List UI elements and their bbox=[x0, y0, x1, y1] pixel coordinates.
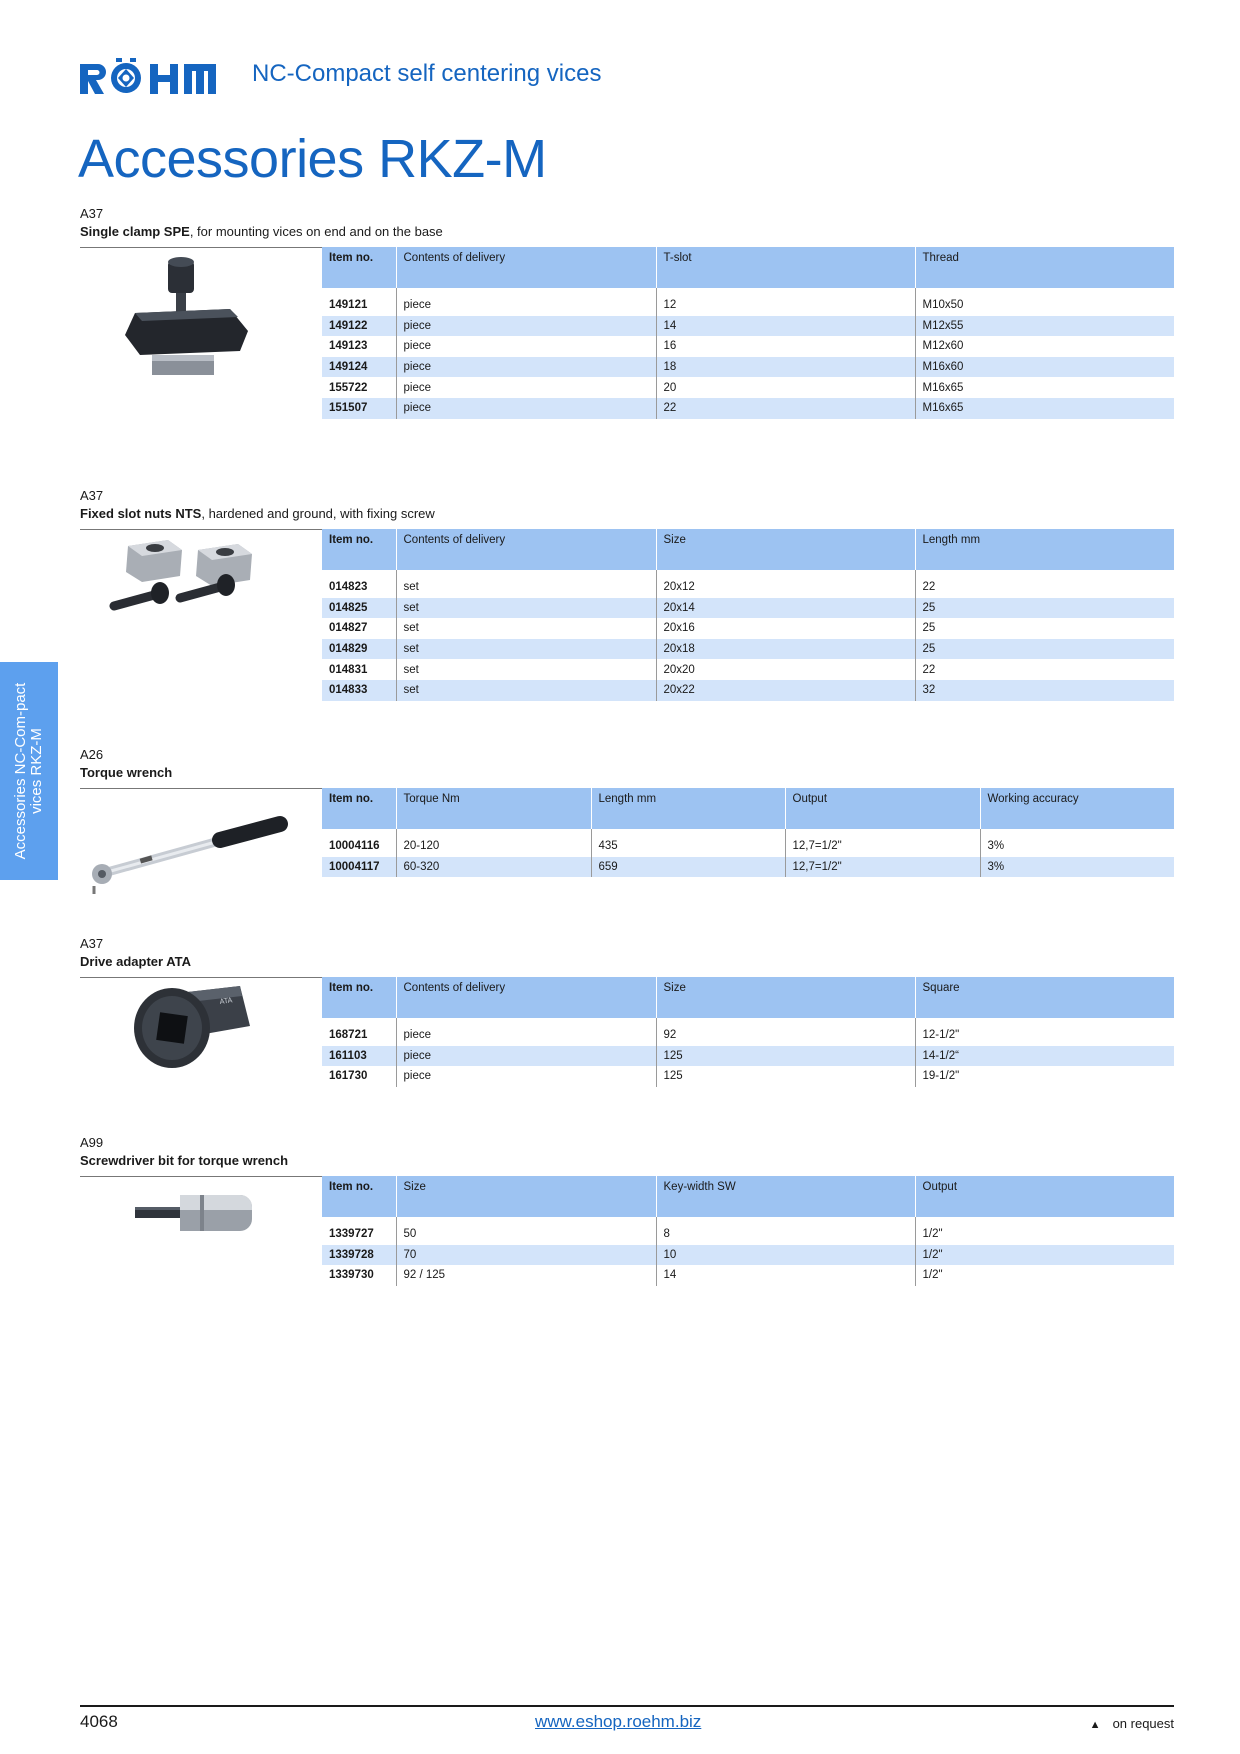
col-item-no: Item no. bbox=[322, 1176, 396, 1217]
single-clamp-image bbox=[80, 251, 290, 401]
col-output: Output bbox=[915, 1176, 1174, 1217]
section-title: Drive adapter ATA bbox=[80, 954, 192, 969]
table-row: 149121 piece 12 M10x50 bbox=[322, 295, 1174, 316]
section-torque-wrench bbox=[80, 747, 1174, 873]
col-size: Size bbox=[656, 977, 915, 1018]
table-row: 1339727 50 8 1/2" bbox=[322, 1224, 1174, 1245]
side-tab-label: Accessories NC-Com-pact vices RKZ-M bbox=[12, 682, 45, 860]
col-thread: Thread bbox=[915, 247, 1174, 288]
section-title: Screwdriver bit for torque wrench bbox=[80, 1153, 289, 1168]
section-code: A37 bbox=[80, 488, 104, 503]
slot-nuts-image bbox=[80, 528, 290, 638]
section-drive-adapter bbox=[80, 936, 1174, 1083]
col-square: Square bbox=[915, 977, 1174, 1018]
col-item-no: Item no. bbox=[322, 788, 396, 829]
screwdriver-bit-image bbox=[80, 1181, 290, 1241]
section-title: Torque wrench bbox=[80, 765, 173, 780]
section-single-clamp bbox=[80, 206, 1174, 415]
table-row: 151507 piece 22 M16x65 bbox=[322, 398, 1174, 419]
brand-subtitle: NC-Compact self centering vices bbox=[252, 60, 602, 87]
roehm-logo bbox=[80, 58, 218, 94]
table-row: 149124 piece 18 M16x60 bbox=[322, 357, 1174, 378]
table-row: 10004116 20-120 435 12,7=1/2" 3% bbox=[322, 836, 1174, 857]
table-row: 149123 piece 16 M12x60 bbox=[322, 336, 1174, 357]
section-slot-nuts bbox=[80, 488, 1174, 697]
torque-wrench-table bbox=[322, 788, 1174, 877]
svg-text:ATA: ATA bbox=[219, 996, 233, 1006]
table-row: 161730 piece 125 19-1/2" bbox=[322, 1066, 1174, 1087]
section-code: A37 bbox=[80, 936, 104, 951]
col-t-slot: T-slot bbox=[656, 247, 915, 288]
eshop-link[interactable]: www.eshop.roehm.biz bbox=[535, 1712, 702, 1731]
torque-wrench-image bbox=[80, 802, 290, 897]
col-contents: Contents of delivery bbox=[396, 247, 656, 288]
col-item-no: Item no. bbox=[322, 529, 396, 570]
col-item-no: Item no. bbox=[322, 977, 396, 1018]
section-code: A26 bbox=[80, 747, 104, 762]
section-title: Fixed slot nuts NTS, hardened and ground, with fixing screw bbox=[80, 506, 435, 521]
table-row: 1339730 92 / 125 14 1/2" bbox=[322, 1265, 1174, 1286]
col-contents: Contents of delivery bbox=[396, 977, 656, 1018]
drive-adapter-image bbox=[80, 976, 290, 1086]
on-request-label: on request bbox=[1112, 1716, 1174, 1731]
single-clamp-table bbox=[322, 247, 1174, 419]
col-output: Output bbox=[785, 788, 980, 829]
table-row: 1339728 70 10 1/2" bbox=[322, 1245, 1174, 1266]
section-code: A99 bbox=[80, 1135, 104, 1150]
col-accuracy: Working accuracy bbox=[980, 788, 1174, 829]
table-row: 161103 piece 125 14-1/2“ bbox=[322, 1046, 1174, 1067]
section-code: A37 bbox=[80, 206, 104, 221]
footer-divider bbox=[80, 1705, 1174, 1707]
screwdriver-bit-table bbox=[322, 1176, 1174, 1286]
col-size: Size bbox=[656, 529, 915, 570]
table-row: 014829 set 20x18 25 bbox=[322, 639, 1174, 660]
table-row: 014823 set 20x12 22 bbox=[322, 577, 1174, 598]
table-row: 014827 set 20x16 25 bbox=[322, 618, 1174, 639]
col-length: Length mm bbox=[591, 788, 785, 829]
table-row: 014833 set 20x22 32 bbox=[322, 680, 1174, 701]
section-title: Single clamp SPE, for mounting vices on end and on the base bbox=[80, 224, 443, 239]
table-row: 10004117 60-320 659 12,7=1/2" 3% bbox=[322, 857, 1174, 878]
drive-adapter-table bbox=[322, 977, 1174, 1087]
page-number: 4068 bbox=[80, 1712, 118, 1731]
page-title: Accessories RKZ-M bbox=[78, 129, 547, 189]
table-row: 014831 set 20x20 22 bbox=[322, 659, 1174, 680]
col-key-width: Key-width SW bbox=[656, 1176, 915, 1217]
col-length: Length mm bbox=[915, 529, 1174, 570]
slot-nuts-table bbox=[322, 529, 1174, 701]
table-row: 149122 piece 14 M12x55 bbox=[322, 316, 1174, 337]
on-request-triangle-icon: ▲ bbox=[1089, 1719, 1101, 1731]
section-screwdriver-bit bbox=[80, 1135, 1174, 1282]
col-item-no: Item no. bbox=[322, 247, 396, 288]
side-tab[interactable] bbox=[0, 662, 58, 880]
footer-legend bbox=[1090, 1716, 1174, 1731]
col-torque: Torque Nm bbox=[396, 788, 591, 829]
table-row: 014825 set 20x14 25 bbox=[322, 598, 1174, 619]
col-contents: Contents of delivery bbox=[396, 529, 656, 570]
table-row: 155722 piece 20 M16x65 bbox=[322, 377, 1174, 398]
table-row: 168721 piece 92 12-1/2" bbox=[322, 1025, 1174, 1046]
col-size: Size bbox=[396, 1176, 656, 1217]
